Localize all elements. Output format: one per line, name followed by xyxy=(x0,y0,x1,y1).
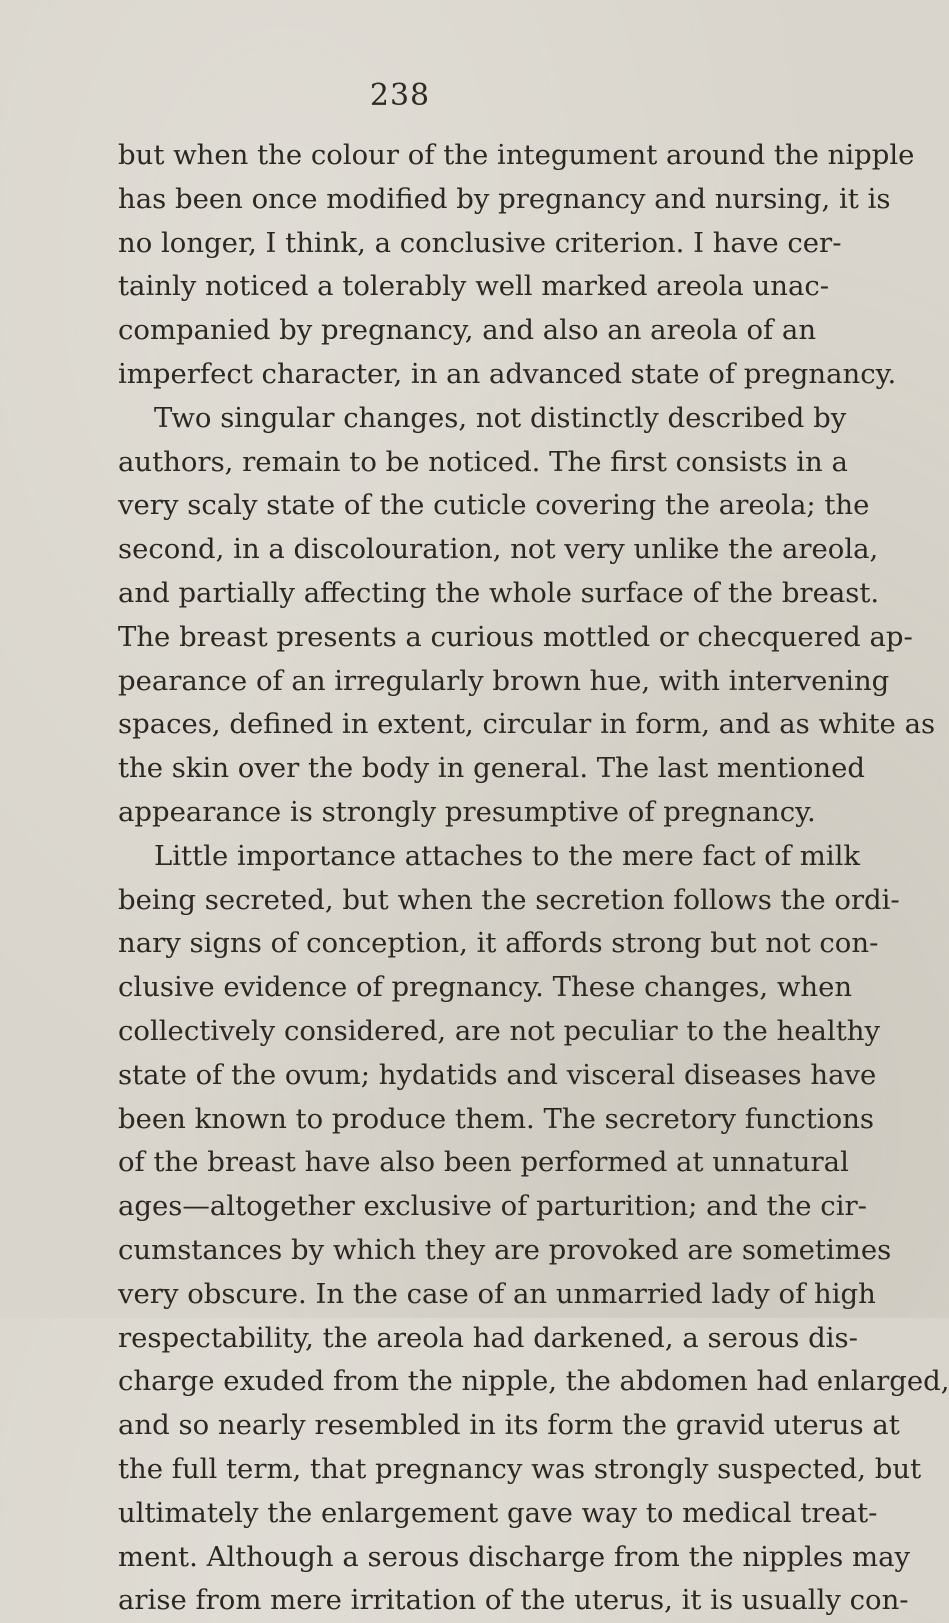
text-line: imperfect character, in an advanced state of pregnancy. xyxy=(118,357,897,390)
text-line: state of the ovum; hydatids and visceral diseases have xyxy=(118,1058,877,1091)
text-line: clusive evidence of pregnancy. These changes, when xyxy=(118,971,853,1004)
text-line: authors, remain to be noticed. The first consists in a xyxy=(118,445,848,478)
text-line: respectability, the areola had darkened, a serous dis- xyxy=(118,1321,858,1354)
text-line: companied by pregnancy, and also an areola of an xyxy=(118,314,817,347)
text-line: tainly noticed a tolerably well marked areola unac- xyxy=(118,270,830,303)
text-line: and partially affecting the whole surface of the breast. xyxy=(118,576,880,609)
text-line: very scaly state of the cuticle covering the areola; the xyxy=(118,489,870,522)
text-line: and so nearly resembled in its form the gravid uterus at xyxy=(118,1409,900,1442)
body-text xyxy=(118,134,949,1623)
text-line: the skin over the body in general. The last mentioned xyxy=(118,752,866,785)
paragraph-start-line: Two singular changes, not distinctly described by xyxy=(154,401,847,434)
text-line: been known to produce them. The secretory functions xyxy=(118,1102,875,1135)
page-number: 238 xyxy=(369,78,431,113)
text-line: ultimately the enlargement gave way to medical treat- xyxy=(118,1496,878,1529)
text-line: ment. Although a serous discharge from the nipples may xyxy=(118,1540,911,1573)
text-line: very obscure. In the case of an unmarried lady of high xyxy=(118,1277,876,1310)
text-line: appearance is strongly presumptive of pregnancy. xyxy=(118,795,816,828)
text-line: no longer, I think, a conclusive criterion. I have cer- xyxy=(118,226,842,259)
text-line: pearance of an irregularly brown hue, with intervening xyxy=(118,664,890,697)
text-line: nary signs of conception, it affords strong but not con- xyxy=(118,927,879,960)
text-line: charge exuded from the nipple, the abdomen had enlarged, xyxy=(118,1365,949,1398)
text-line: being secreted, but when the secretion follows the ordi- xyxy=(118,883,900,916)
text-line: the full term, that pregnancy was strongly suspected, but xyxy=(118,1452,922,1485)
text-line: arise from mere irritation of the uterus, it is usually con- xyxy=(118,1584,909,1617)
text-line: has been once modified by pregnancy and nursing, it is xyxy=(118,182,891,215)
text-line: cumstances by which they are provoked are sometimes xyxy=(118,1233,892,1266)
text-line: second, in a discolouration, not very unlike the areola, xyxy=(118,533,879,566)
text-line: ages—altogether exclusive of parturition; and the cir- xyxy=(118,1190,867,1223)
text-line: spaces, defined in extent, circular in form, and as white as xyxy=(118,708,936,741)
text-line: collectively considered, are not peculiar to the healthy xyxy=(118,1014,880,1047)
text-line: The breast presents a curious mottled or checquered ap- xyxy=(118,620,913,653)
text-line: but when the colour of the integument around the nipple xyxy=(118,139,915,171)
paragraph-start-line: Little importance attaches to the mere fact of milk xyxy=(154,839,861,872)
text-line: of the breast have also been performed at unnatural xyxy=(118,1146,849,1179)
